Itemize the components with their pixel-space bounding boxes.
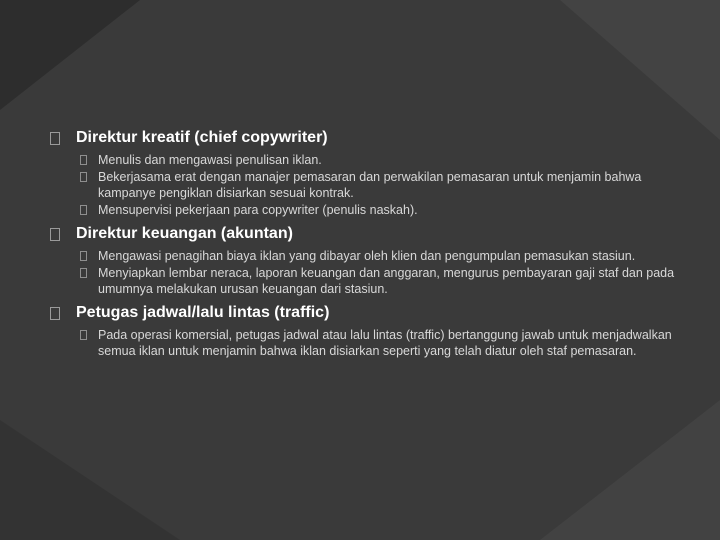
list-item xyxy=(80,152,690,168)
list-item-text: Mengawasi penagihan biaya iklan yang dibayar oleh klien dan pengumpulan pemasukan stasiun. xyxy=(98,249,636,263)
list-item-text: Pada operasi komersial, petugas jadwal atau lalu lintas (traffic) bertanggung jawab untuk menjadwalkan semua iklan untuk menjamin bahwa iklan disiarkan seperti yang telah diatur oleh staf pemasaran. xyxy=(98,328,672,358)
list-item-text: Bekerjasama erat dengan manajer pemasaran dan perwakilan pemasaran untuk menjamin bahwa kampanye pengiklan disiarkan sesuai kontrak. xyxy=(98,170,642,200)
section-title: Direktur keuangan (akuntan) xyxy=(76,225,293,242)
square-bullet-icon xyxy=(50,132,60,145)
square-bullet-icon xyxy=(80,155,87,165)
list-item xyxy=(80,248,690,264)
bullet-list xyxy=(80,327,690,359)
square-bullet-icon xyxy=(80,172,87,182)
square-bullet-icon xyxy=(50,228,60,241)
square-bullet-icon xyxy=(80,268,87,278)
square-bullet-icon xyxy=(80,330,87,340)
section-heading xyxy=(50,303,690,323)
section-heading xyxy=(50,224,690,244)
section-title: Direktur kreatif (chief copywriter) xyxy=(76,129,328,146)
square-bullet-icon xyxy=(50,307,60,320)
list-item xyxy=(80,327,690,359)
bullet-list xyxy=(80,248,690,297)
square-bullet-icon xyxy=(80,205,87,215)
section-title: Petugas jadwal/lalu lintas (traffic) xyxy=(76,304,330,321)
list-item xyxy=(80,169,690,201)
list-item-text: Menyiapkan lembar neraca, laporan keuangan dan anggaran, mengurus pembayaran gaji staf dan pada umumnya melakukan urusan keuangan dari stasiun. xyxy=(98,266,675,296)
section-heading xyxy=(50,128,690,148)
list-item xyxy=(80,202,690,218)
list-item xyxy=(80,265,690,297)
bullet-list xyxy=(80,152,690,218)
slide-content xyxy=(50,128,690,365)
list-item-text: Mensupervisi pekerjaan para copywriter (penulis naskah). xyxy=(98,203,418,217)
square-bullet-icon xyxy=(80,251,87,261)
list-item-text: Menulis dan mengawasi penulisan iklan. xyxy=(98,153,322,167)
